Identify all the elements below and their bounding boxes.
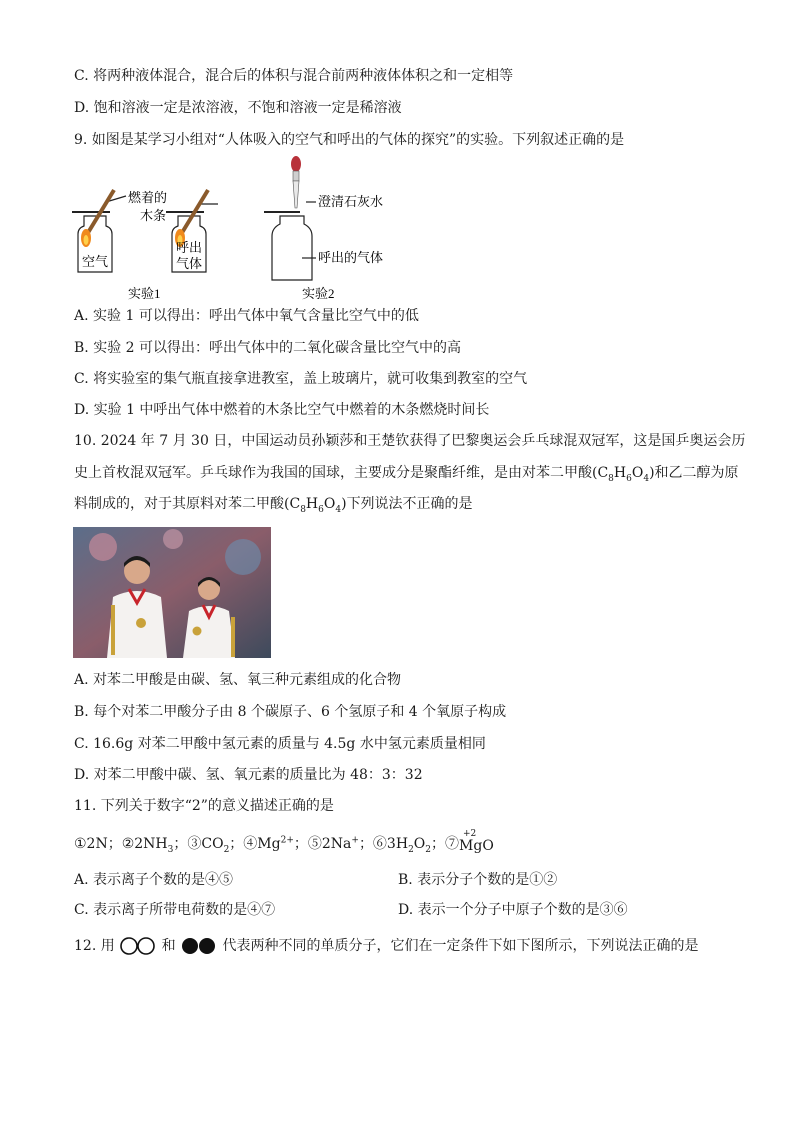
q10-option-c: C. 16.6g 对苯二甲酸中氢元素的质量与 4.5g 水中氢元素质量相同 [74,736,486,752]
q10-stem-line2: 史上首枚混双冠军。乒乓球作为我国的国球，主要成分是聚酯纤维，是由对苯二甲酸$(C_8H_6O_4)$和乙二醇为原 [74,465,739,484]
mg-oxide-valence: +2 MgO [459,829,494,854]
caption-experiment-2: 实验2 [302,286,335,301]
jar3-outline [272,216,312,280]
q9-option-c: C. 将实验室的集气瓶直接拿进教室，盖上玻璃片，就可收集到教室的空气 [74,371,528,387]
q8-option-c: C. 将两种液体混合，混合后的体积与混合前两种液体体积之和一定相等 [74,68,514,84]
q10-option-a: A. 对苯二甲酸是由碳、氢、氧三种元素组成的化合物 [74,672,402,688]
q10-option-d: D. 对苯二甲酸中碳、氢、氧元素的质量比为 48：3：32 [74,767,423,783]
q9-option-b: B. 实验 2 可以得出：呼出气体中的二氧化碳含量比空气中的高 [74,340,461,356]
label-exhaled-gas: 呼出的气体 [318,250,384,265]
q11-formula-list: ①2N；$②2NH_3$；$③CO_2$；$④Mg^{2+}$；⑤2Na+；$⑥3H_2O_2$；⑦ +2 MgO [74,829,494,855]
black-molecule-icon [180,937,218,955]
jar1-label: 空气 [82,254,109,269]
q10-stem-line3: 料制成的，对于其原料对苯二甲酸$(C_8H_6O_4)$下列说法不正确的是 [74,496,473,515]
q9-stem: 9. 如图是某学习小组对“人体吸入的空气和呼出的气体的探究”的实验。下列叙述正确的是 [74,132,625,148]
caption-experiment-1: 实验1 [128,286,161,301]
q11-option-d: D. 表示一个分子中原子个数的是③⑥ [398,902,628,918]
jar2-label-line2: 气体 [176,256,203,271]
q11-stem: 11. 下列关于数字“2”的意义描述正确的是 [74,798,334,814]
q10-stem-line1: 10. 2024 年 7 月 30 日，中国运动员孙颖莎和王楚钦获得了巴黎奥运会乒乓球混双冠军，这是国乒奥运会历 [74,433,746,449]
q11-option-c: C. 表示离子所带电荷数的是④⑦ [74,902,276,918]
q9-option-a: A. 实验 1 可以得出：呼出气体中氧气含量比空气中的低 [74,308,419,324]
q9-experiment-diagram [66,154,426,304]
q11-option-a: A. 表示离子个数的是④⑤ [74,872,234,888]
q8-option-d: D. 饱和溶液一定是浓溶液，不饱和溶液一定是稀溶液 [74,100,402,116]
label-burning-stick-1: 燃着的 [128,190,168,205]
q11-option-b: B. 表示分子个数的是①② [398,872,558,888]
dropper-icon [291,156,301,208]
q9-option-d: D. 实验 1 中呼出气体中燃着的木条比空气中燃着的木条燃烧时间长 [74,402,490,418]
q12-stem: 12. 用 和 代表两种不同的单质分子，它们在一定条件下如下图所示，下列说法正确的是 [74,938,699,954]
olympic-champions-photo [73,527,271,658]
label-burning-stick-2: 木条 [140,208,167,223]
jar2-label-line1: 呼出 [176,240,203,255]
label-limewater: 澄清石灰水 [318,194,384,209]
q10-option-b: B. 每个对苯二甲酸分子由 8 个碳原子、6 个氢原子和 4 个氧原子构成 [74,704,507,720]
white-molecule-icon [119,937,157,955]
